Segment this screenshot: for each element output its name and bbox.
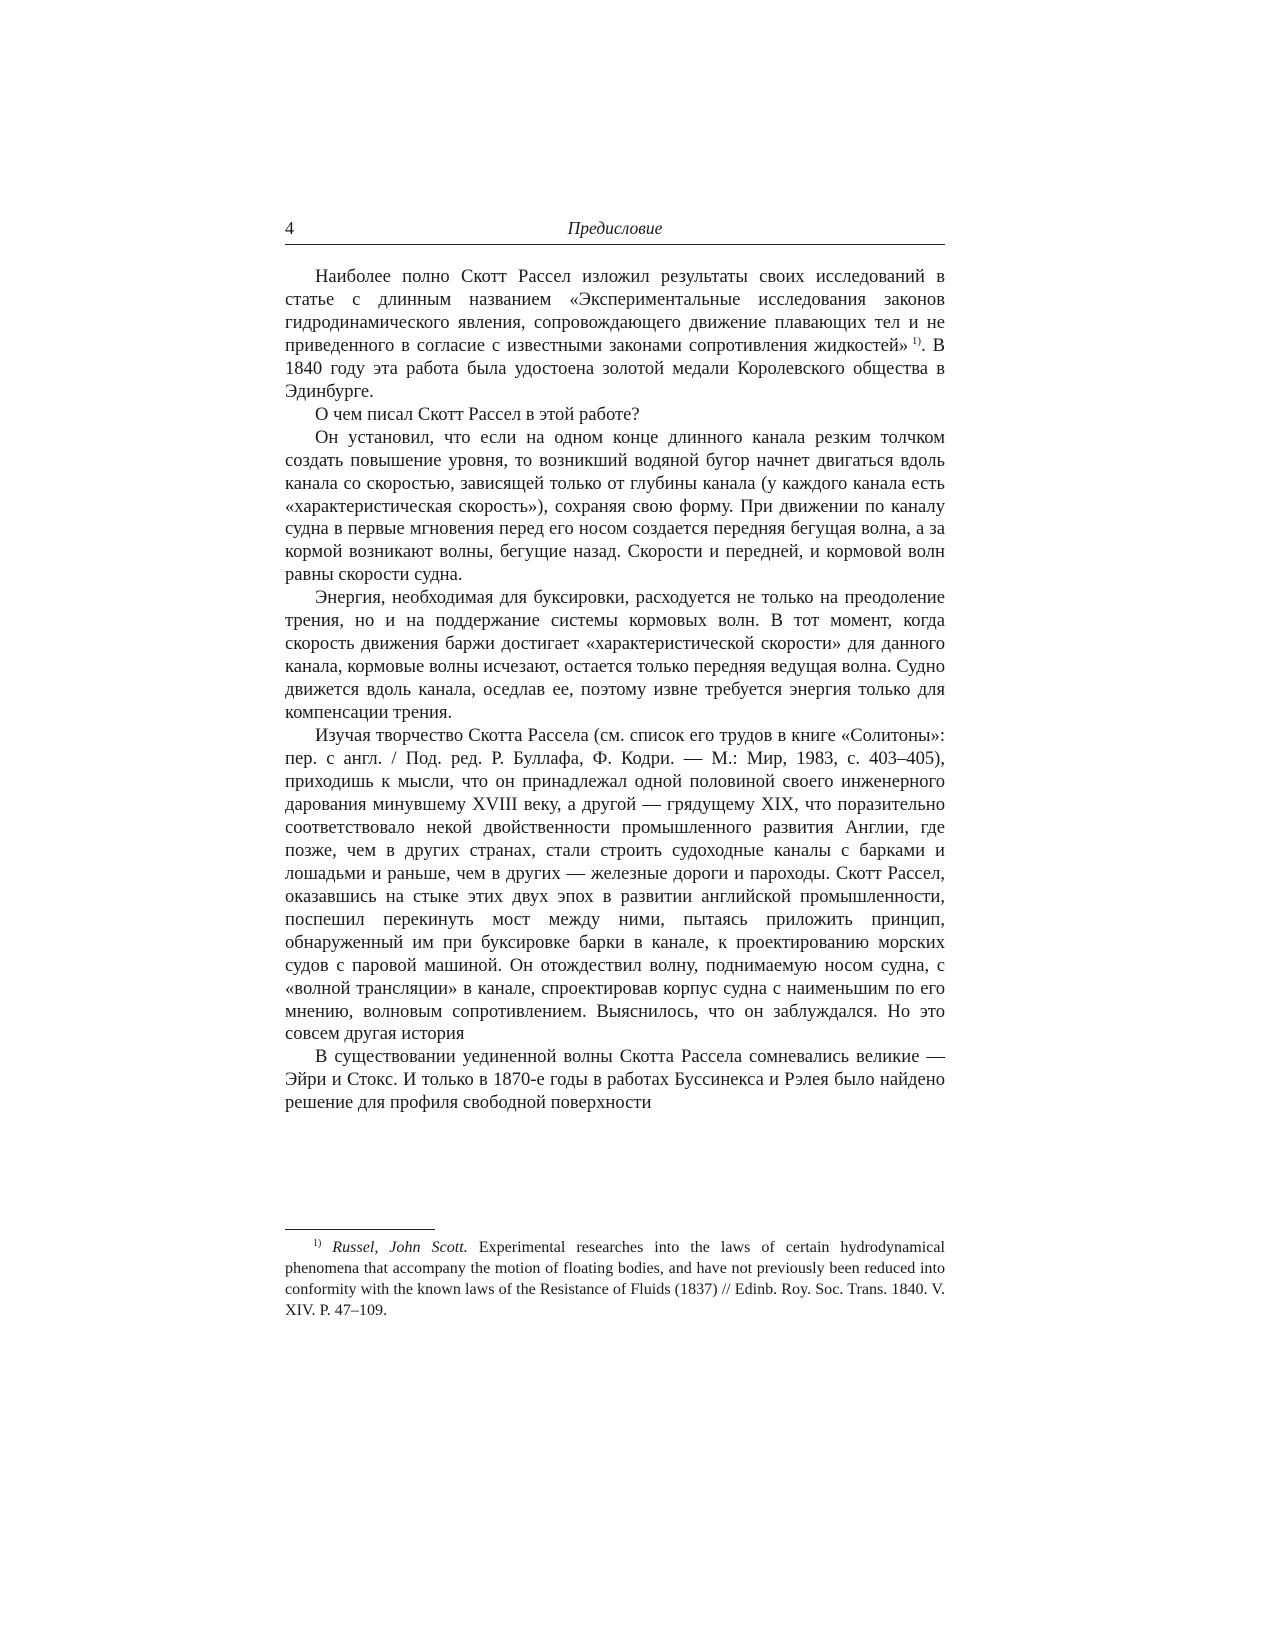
paragraph: В существовании уединенной волны Скотта Рассела сомневались великие — Эйри и Стокс. И только в 1870-е годы в работах Буссинекса и Рэлея было найдено решение для профиля свободной поверхности <box>285 1046 945 1114</box>
paragraph-text: Наиболее полно Скотт Рассел изложил результаты своих исследований в статье с длинным названием «Экспериментальные исследования законов гидродинамического явления, сопровождающего движение плавающих тел и не приведенного в согласие с известными законами сопротивления жидкостей» <box>285 266 945 356</box>
page-number: 4 <box>285 218 294 238</box>
running-title: Предисловие <box>567 218 663 238</box>
footnote-divider <box>285 1229 435 1230</box>
paragraph-text: . В 1840 году эта работа была удостоена золотой медали Королевского общества в Эдинбурге. <box>285 334 946 402</box>
paragraph <box>285 266 945 404</box>
paragraph: Он установил, что если на одном конце длинного канала резким толчком создать повышение уровня, то возникший водяной бугор начнет двигаться вдоль канала со скоростью, зависящей только от глубины канала (у каждого канала есть «характеристическая скорость»), сохраняя свою форму. При движении по каналу судна в первые мгновения перед его носом создается передняя бегущая волна, а за кормой возникают волны, бегущие назад. Скорости и передней, и кормовой волн равны скорости судна. <box>285 426 945 586</box>
paragraph: Изучая творчество Скотта Рассела (см. список его трудов в книге «Солитоны»: пер. с англ. / Под. ред. Р. Буллафа, Ф. Кодри. — М.: Мир, 1983, с. 403–405), приходишь к мысли, что он принадлежал одной половиной своего инженерного дарования минувшему XVIII веку, а другой — грядущему XIX, что поразительно соответствовало некой двойственности промышленного развития Англии, где позже, чем в других странах, стали строить судоходные каналы с барками и лошадьми и раньше, чем в других — железные дороги и пароходы. Скотт Рассел, оказавшись на стыке этих двух эпох в развитии английской промышленности, поспешил перекинуть мост между ними, пытаясь приложить принцип, обнаруженный им при буксировке барки в канале, к проектированию морских судов с паровой машиной. Он отождествил волну, поднимаемую носом судна, с «волной трансляции» в канале, спроектировав корпус судна с наименьшим по его мнению, волновым сопротивлением. Выяснилось, что он заблуждался. Но это совсем другая история <box>285 725 945 1045</box>
page-header <box>285 216 945 245</box>
paragraph: О чем писал Скотт Рассел в этой работе? <box>315 403 640 425</box>
footnote <box>285 1237 945 1321</box>
body-text <box>285 266 945 1115</box>
footnote-mark: 1) <box>313 1238 322 1249</box>
footnote-text: Experimental researches into the laws of certain hydrodynamical phenomena that accompany the motion of floating bodies, and have not previously been reduced into conformity with the known laws of the Resistance of Fluids (1837) // Edinb. Roy. Soc. Trans. 1840. V. XIV. P. 47–109. <box>285 1239 945 1319</box>
footnote-reference: 1) <box>911 334 922 347</box>
paragraph: Энергия, необходимая для буксировки, расходуется не только на преодоление трения, но и на поддержание системы кормовых волн. В тот момент, когда скорость движения баржи достигает «характеристической скорости» для данного канала, кормовые волны исчезают, остается только передняя ведущая волна. Судно движется вдоль канала, оседлав ее, поэтому извне требуется энергия только для компенсации трения. <box>285 587 945 724</box>
footnote-authors: Russel, John Scott. <box>332 1239 468 1256</box>
